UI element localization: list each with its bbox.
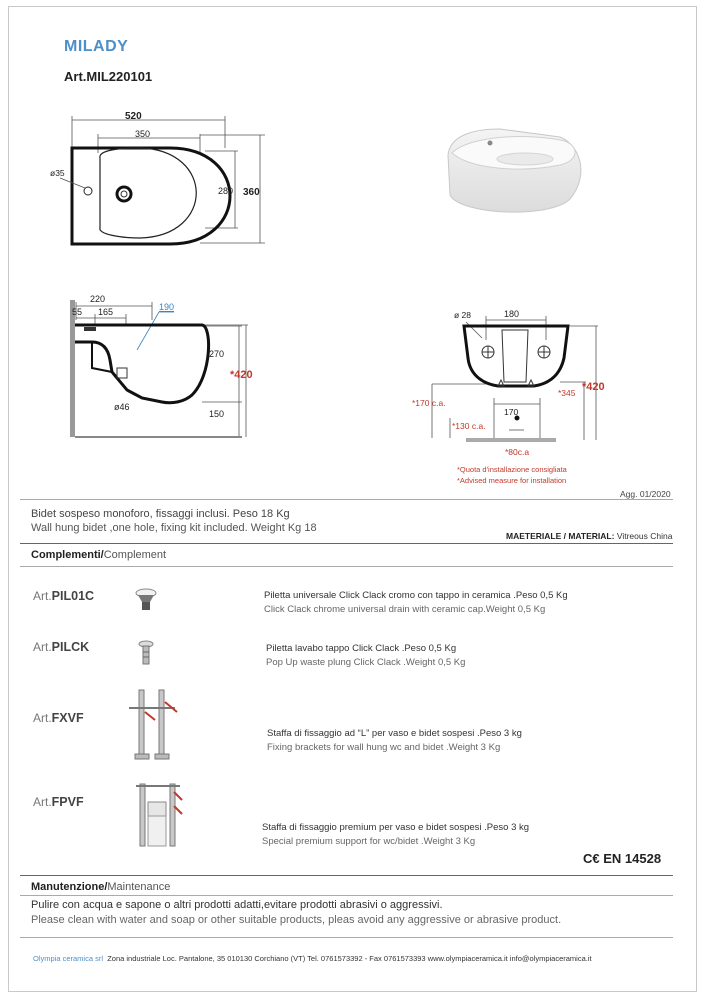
product-title: MILADY (64, 38, 129, 55)
dim-520: 520 (125, 111, 142, 122)
update-date: Agg. 01/2020 (620, 489, 671, 499)
dim-420: *420 (230, 369, 253, 381)
divider (20, 895, 673, 896)
dim-180: 180 (504, 309, 520, 319)
accessory-desc-it: Piletta universale Click Clack cromo con tappo in ceramica .Peso 0,5 Kg (264, 590, 568, 601)
accessory-desc-en: Special premium support for wc/bidet .Weight 3 Kg (262, 836, 476, 847)
top-view-drawing (40, 108, 280, 258)
divider (20, 937, 673, 938)
divider (20, 543, 673, 544)
premium-support-image (130, 780, 190, 852)
description-it: Bidet sospeso monoforo, fissaggi inclusi. Peso 18 Kg (31, 508, 290, 520)
certification-mark: C€ EN 14528 (583, 851, 662, 866)
dim-280: 280 (218, 186, 234, 196)
accessory-desc-en: Click Clack chrome universal drain with ceramic cap.Weight 0,5 Kg (264, 604, 546, 615)
dim-80-ca: *80c.a (505, 447, 530, 457)
install-note-en: *Advised measure for installation (457, 476, 567, 485)
maintenance-heading: Manutenzione/Maintenance (31, 881, 171, 893)
divider (20, 875, 673, 876)
dim-150: 150 (209, 409, 225, 419)
accessory-desc-it: Staffa di fissaggio premium per vaso e bidet sospesi .Peso 3 kg (262, 822, 530, 833)
product-photo-bidet (430, 115, 595, 220)
dim-hole-dia: ø35 (50, 168, 65, 178)
rear-dim-420: *420 (582, 381, 605, 393)
dim-28: ø 28 (454, 310, 472, 320)
footer (33, 954, 592, 963)
footer-brand: Olympia ceramica srl (33, 954, 104, 963)
dim-170: 170 (504, 407, 519, 417)
accessory-desc-en: Pop Up waste plung Click Clack .Weight 0,5 Kg (266, 657, 466, 668)
dim-360: 360 (243, 187, 260, 198)
article-code: Art.MIL220101 (64, 69, 153, 84)
complements-heading: Complementi/Complement (31, 549, 167, 561)
install-note-it: *Quota d'installazione consigliata (457, 465, 567, 474)
dim-270: 270 (209, 349, 225, 359)
pop-up-waste-image (138, 640, 154, 668)
dim-165: 165 (98, 307, 114, 317)
accessory-desc-it: Staffa di fissaggio ad “L” per vaso e bidet sospesi .Peso 3 kg (267, 728, 522, 739)
side-view-drawing (62, 290, 272, 440)
footer-address: Zona industriale Loc. Pantalone, 35 010130 Corchiano (VT) Tel. 0761573392 - Fax 0761573393 www.olympiaceramica.it info@olympiaceramica.it (107, 954, 592, 963)
maintenance-it: Pulire con acqua e sapone o altri prodotti adatti,evitare prodotti abrasivi o aggressivi. (31, 899, 443, 911)
material (506, 531, 672, 541)
divider (20, 499, 673, 500)
dim-345: *345 (558, 388, 576, 398)
dim-220: 220 (90, 294, 106, 304)
material-value: Vitreous China (616, 531, 673, 541)
maintenance-en: Please clean with water and soap or other suitable products, pleas avoid any aggressive or abrasive product. (31, 914, 562, 926)
accessory-code: Art.PILCK (33, 640, 90, 654)
dim-55: 55 (72, 307, 83, 317)
fixing-bracket-image (125, 686, 185, 764)
description-en: Wall hung bidet ,one hole, fixing kit included. Weight Kg 18 (31, 522, 317, 534)
material-label: MAETERIALE / MATERIAL: (506, 531, 615, 541)
accessory-desc-it: Piletta lavabo tappo Click Clack .Peso 0,5 Kg (266, 643, 457, 654)
dim-46: ø46 (114, 402, 130, 412)
rear-view-drawing (410, 300, 610, 458)
dim-350: 350 (135, 129, 151, 139)
accessory-desc-en: Fixing brackets for wall hung wc and bidet .Weight 3 Kg (267, 742, 501, 753)
dim-190: 190 (159, 302, 175, 312)
dim-130-ca: *130 c.a. (452, 421, 486, 431)
divider (20, 566, 673, 567)
accessory-code: Art.PIL01C (33, 589, 95, 603)
accessory-code: Art.FXVF (33, 711, 84, 725)
dim-170-ca: *170 c.a. (412, 398, 446, 408)
drain-cap-image (135, 588, 157, 614)
accessory-code: Art.FPVF (33, 795, 84, 809)
